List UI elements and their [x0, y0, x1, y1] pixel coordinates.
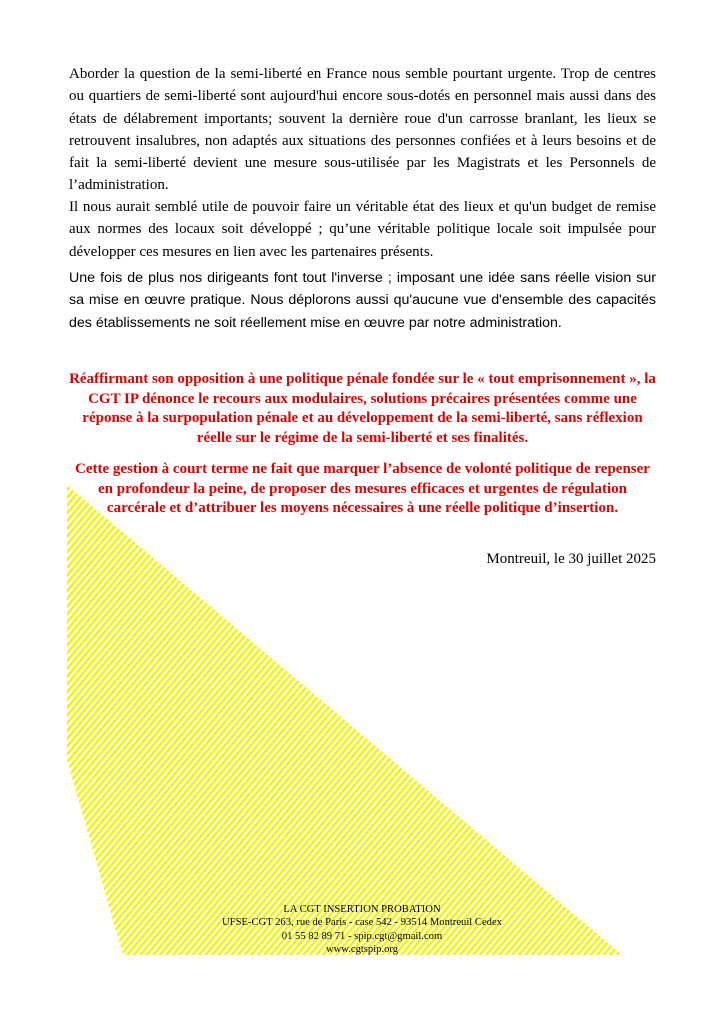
signature-date-line: Montreuil, le 30 juillet 2025	[486, 551, 656, 567]
body-paragraph-2: Il nous aurait semblé utile de pouvoir faire un véritable état des lieux et qu'un budget de remise aux normes des locaux soit développé ; qu’une véritable politique locale soit impulsée pour développer ces mesures en lien avec les partenaires présents.	[69, 199, 656, 260]
statement-paragraph-2: Cette gestion à court terme ne fait que marquer l’absence de volonté politique de repenser en profondeur la peine, de proposer des mesures efficaces et urgentes de régulation carcérale et d’attribuer les moyens nécessaires à une réelle politique d’insertion.	[75, 461, 650, 516]
body-paragraph-1: Aborder la question de la semi-liberté en France nous semble pourtant urgente. Trop de centres ou quartiers de semi-liberté sont aujourd'hui encore sous-dotés en personnel mais aussi dans des états de délabrement importants; souvent la dernière roue d'un carrosse branlant, les lieux se retrouvent insalubres, non adaptés aux situations des personnes confiées et à leurs besoins et de fait la semi-liberté devient une mesure sous-utilisée par les Magistrats et les Personnels de l’administration.	[69, 66, 656, 194]
footer-phone-email: 01 55 82 89 71 - spip.cgt@gmail.com	[281, 930, 443, 942]
footer-contact-block	[180, 903, 544, 957]
statement-paragraph-1: Réaffirmant son opposition à une politique pénale fondée sur le « tout emprisonnement », la CGT IP dénonce le recours aux modulaires, solutions précaires présentées comme une réponse à la surpopulation pénale et au développement de la semi-liberté, sans réflexion réelle sur le régime de la semi-liberté et ses finalités.	[69, 371, 656, 446]
body-paragraph-3: Une fois de plus nos dirigeants font tout l'inverse ; imposant une idée sans réelle vision sur sa mise en œuvre pratique. Nous déplorons aussi qu'aucune vue d'ensemble des capacités des établissements ne soit réellement mise en œuvre par notre administration.	[69, 270, 656, 331]
footer-website: www.cgtspip.org	[325, 944, 399, 956]
footer-organization-name: LA CGT INSERTION PROBATION	[283, 904, 441, 915]
footer-address: UFSE-CGT 263, rue de Paris - case 542 - 93514 Montreuil Cedex	[222, 917, 502, 929]
